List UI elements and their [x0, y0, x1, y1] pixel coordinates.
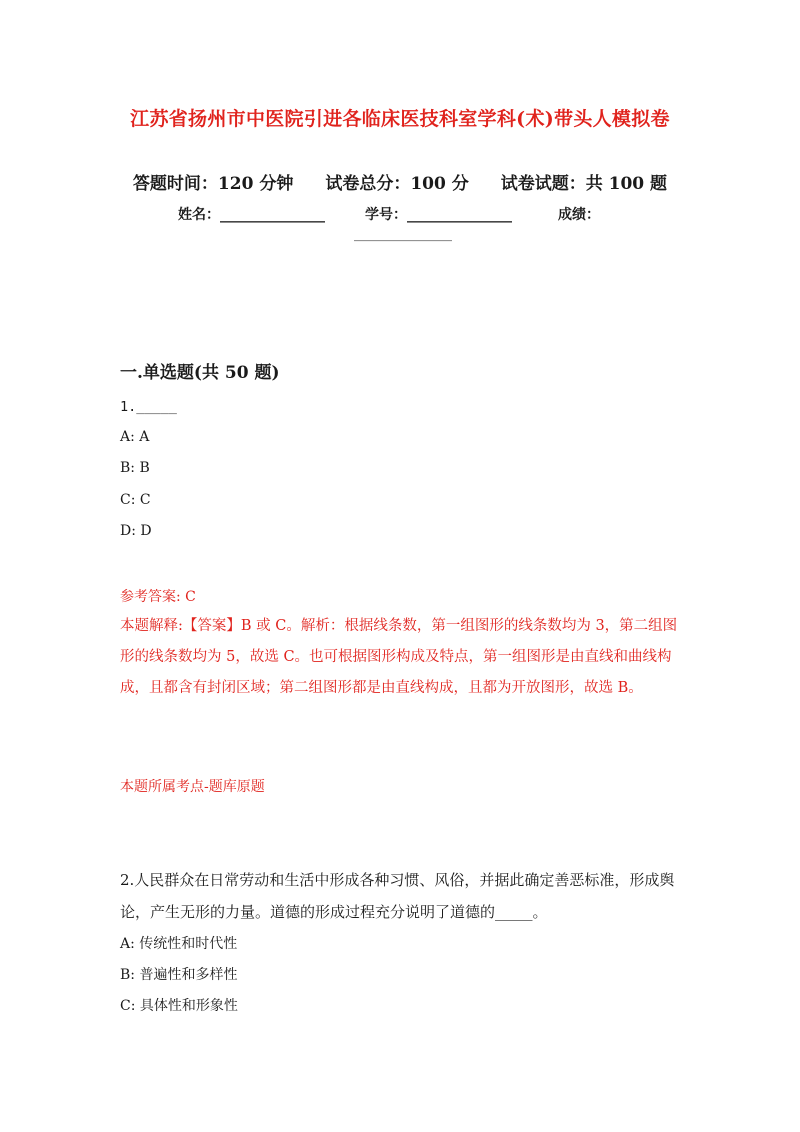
score-blank: ______________	[354, 226, 452, 242]
question-2-option-c: C: 具体性和形象性	[120, 998, 238, 1014]
exam-total-score: 试卷总分：100 分	[325, 174, 469, 194]
student-fields	[178, 204, 600, 224]
question-1-explanation: 本题解释:【答案】B 或 C。解析：根据线条数，第一组图形的线条数均为 3，第二组图形的线条数均为 5，故选 C。也可根据图形构成及特点，第一组图形是由直线和曲线构成，且都含有封闭区域；第二组图形都是由直线构成，且都为开放图形，故选 B。	[120, 618, 678, 696]
question-1-option-d: D: D	[120, 523, 152, 539]
question-1-option-b: B: B	[120, 460, 150, 476]
document-title: 江苏省扬州市中医院引进各临床医技科室学科(术)带头人模拟卷	[130, 108, 670, 130]
id-label: 学号：	[365, 207, 407, 223]
question-1-answer: 参考答案: C	[120, 589, 196, 605]
question-1-option-a: A: A	[120, 429, 150, 445]
question-2-option-a: A: 传统性和时代性	[120, 936, 238, 952]
question-1-stem: 1._____	[120, 399, 177, 415]
exam-info	[0, 169, 800, 194]
section-heading: 一.单选题(共 50 题)	[120, 363, 280, 383]
exam-question-count: 试卷试题：共 100 题	[500, 174, 668, 194]
id-blank: _______________	[407, 207, 512, 223]
question-2-option-b: B: 普遍性和多样性	[120, 967, 238, 983]
question-1-source: 本题所属考点-题库原题	[120, 779, 265, 795]
question-2-stem: 2.人民群众在日常劳动和生活中形成各种习惯、风俗，并据此确定善恶标准，形成舆论，产生无形的力量。道德的形成过程充分说明了道德的_____。	[120, 871, 675, 921]
name-blank: _______________	[220, 207, 325, 223]
score-label: 成绩：	[558, 207, 600, 223]
name-label: 姓名：	[178, 207, 220, 223]
exam-time: 答题时间：120 分钟	[132, 174, 294, 194]
question-1-option-c: C: C	[120, 492, 151, 508]
